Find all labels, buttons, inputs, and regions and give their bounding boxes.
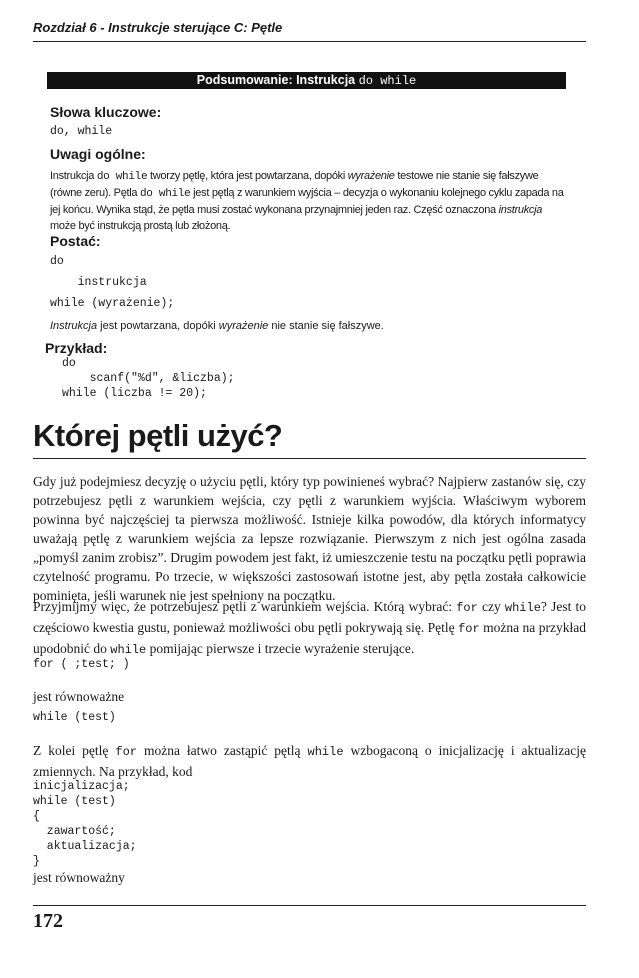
- inline-code: for: [456, 601, 478, 615]
- keywords-heading: Słowa kluczowe:: [50, 104, 162, 120]
- text-run: czy: [477, 599, 505, 614]
- summary-banner: [47, 72, 566, 89]
- section-title: Której pętli użyć?: [33, 418, 283, 453]
- equivalence-text: jest równoważny: [33, 870, 125, 885]
- form-heading: Postać:: [50, 233, 101, 249]
- inline-code: while: [110, 643, 147, 657]
- inline-code: while: [504, 601, 541, 615]
- code-line: zawartość;: [33, 825, 116, 838]
- code-line: inicjalizacja;: [33, 780, 130, 793]
- emphasis-text: instrukcja: [498, 204, 543, 216]
- inline-code: for: [458, 622, 480, 636]
- header-rule: [33, 41, 586, 42]
- emphasis-text: wyrażenie: [218, 320, 269, 332]
- header-separator: -: [96, 20, 109, 35]
- code-line: while (test): [33, 795, 116, 808]
- text-run: jest pętlą z warunkiem wyjścia – decyzja o wykonaniu kolejnego cyklu zapada na jej końcu. Wynika stąd, że pętla musi zostać wykonana przynajmniej jeden raz. Część oznaczona: [50, 187, 564, 216]
- text-run: Gdy już podejmiesz decyzję o użyciu pętli, który typ powinieneś wybrać? Najpierw zastanów się, czy potrzebujesz pętli z warunkiem wejścia, czy pętli z warunkiem wyjścia. Właściwym wyborem powinna być najczęściej ta pierwsza możliwość. Istnieje kilka powodów, dla których informatycy uważają pętlę z warunkiem wejścia za lepsze rozwiązanie. Pierwszym z nich jest ogólna zasada „pomyśl zanim zrobisz”. Drugim powodem jest fakt, iż umieszczenie testu na początku pętli poprawia czytelność programu. Po trzecie, w większości zastosowań istotne jest, aby pętla została całkowicie pominięta, jeśli warunek nie jest spełniony na początku.: [33, 474, 586, 603]
- text-run: nie stanie się fałszywe.: [268, 320, 384, 332]
- chapter-title: Instrukcje sterujące C: Pętle: [108, 20, 283, 35]
- text-run: można na przykład upodobnić do: [33, 620, 586, 656]
- text-run: jest powtarzana, dopóki: [97, 320, 219, 332]
- text-run: pomijając pierwsze i trzecie wyrażenie sterujące.: [146, 641, 415, 656]
- body-paragraph: [33, 597, 586, 660]
- notes-heading: Uwagi ogólne:: [50, 146, 146, 162]
- code-line: }: [33, 855, 40, 868]
- body-paragraph: [33, 741, 586, 781]
- summary-banner-code: do while: [358, 74, 417, 88]
- form-code-line: while (wyrażenie);: [50, 297, 175, 310]
- emphasis-text: wyrażenie: [347, 170, 395, 182]
- code-line: aktualizacja;: [33, 840, 137, 853]
- code-line: {: [33, 810, 40, 823]
- text-run: można łatwo zastąpić pętlą: [136, 743, 308, 758]
- text-run: testowe nie stanie się fałszywe (równe zeru). Pętla: [50, 170, 539, 199]
- body-paragraph: [33, 472, 586, 605]
- inline-code: while: [307, 745, 344, 759]
- inline-code: do while: [139, 188, 191, 200]
- text-run: Z kolei pętlę: [33, 743, 116, 758]
- keywords-list: do, while: [50, 125, 113, 138]
- inline-code: for: [115, 745, 137, 759]
- section-rule: [33, 458, 586, 459]
- running-header: [33, 20, 282, 35]
- example-code-line: while (liczba != 20);: [62, 387, 207, 400]
- notes-paragraph: [50, 168, 568, 234]
- form-code-line: instrukcja: [50, 276, 147, 289]
- summary-banner-title: Podsumowanie: Instrukcja: [196, 73, 359, 87]
- equivalence-text: jest równoważne: [33, 689, 125, 704]
- example-code-line: scanf("%d", &liczba);: [62, 372, 235, 385]
- text-run: wzbogaconą o inicjalizację i aktualizację zmiennych. Na przykład, kod: [33, 743, 586, 779]
- emphasis-text: Instrukcja: [50, 320, 98, 332]
- form-description: [50, 320, 384, 332]
- form-code-line: do: [50, 255, 64, 268]
- inline-code: do while: [96, 171, 148, 183]
- code-line: for ( ;test; ): [33, 658, 130, 671]
- chapter-label: Rozdział 6: [33, 20, 97, 35]
- text-run: może być instrukcją prostą lub złożoną.: [50, 220, 231, 232]
- footer-rule: [33, 905, 586, 906]
- text-run: ? Jest to częściowo kwestia gustu, ponieważ możliwości obu pętli pokrywają się. Pętlę: [33, 599, 586, 635]
- text-run: tworzy pętlę, która jest powtarzana, dopóki: [147, 170, 348, 182]
- page-number: 172: [33, 910, 63, 932]
- code-line: while (test): [33, 711, 116, 724]
- text-run: Przyjmijmy więc, że potrzebujesz pętli z warunkiem wejścia. Którą wybrać:: [33, 599, 457, 614]
- example-heading: Przykład:: [45, 340, 108, 356]
- text-run: Instrukcja: [50, 170, 97, 182]
- example-code-line: do: [62, 357, 76, 370]
